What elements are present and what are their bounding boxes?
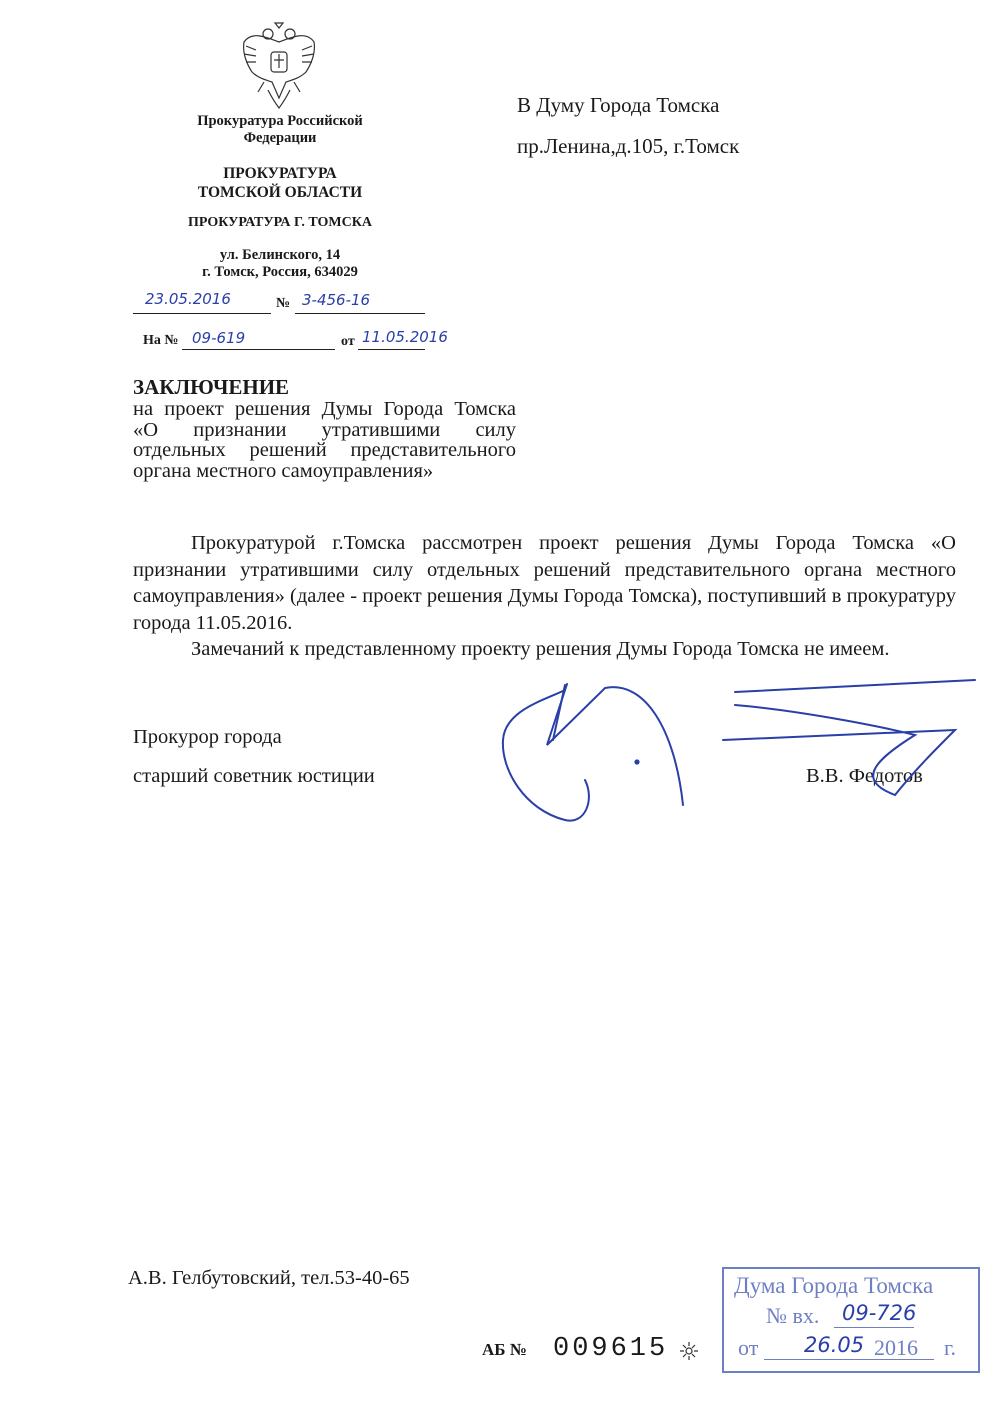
ornament-icon <box>678 1340 700 1362</box>
ref-date: 11.05.2016 <box>362 328 448 346</box>
form-number: 009615 <box>553 1334 669 1364</box>
agency-name: Прокуратура Российской Федерации <box>197 113 363 146</box>
form-label: АБ № <box>482 1340 527 1359</box>
ref-number: 09-619 <box>192 329 246 347</box>
signer-name: В.В. Федотов <box>806 765 923 787</box>
body-paragraph-2: Замечаний к представленному проекту решения Думы Города Томска не имеем. <box>191 638 890 660</box>
recipient-address: пр.Ленина,д.105, г.Томск <box>517 134 740 158</box>
address-city: г. Томск, Россия, 634029 <box>202 264 358 280</box>
stamp-date-label: от <box>738 1335 759 1360</box>
stamp-date-value: 26.05 <box>804 1333 865 1357</box>
coat-of-arms-emblem-icon <box>238 20 320 112</box>
ref-label: На № <box>143 333 179 348</box>
recipient-name: В Думу Города Томска <box>517 93 720 117</box>
registration-stamp <box>722 1267 980 1373</box>
handwritten-signature-icon <box>495 670 985 830</box>
stamp-in-number: 09-726 <box>842 1301 917 1325</box>
signer-rank: старший советник юстиции <box>133 765 375 787</box>
ref-date-label: от <box>341 334 355 349</box>
outgoing-date: 23.05.2016 <box>145 290 231 308</box>
document-subject: на проект решения Думы Города Томска «О признании утратившими силу отдельных решений представительного органа местного самоуправления» <box>133 398 516 482</box>
address-street: ул. Белинского, 14 <box>219 247 341 263</box>
stamp-year: 2016 <box>874 1335 918 1360</box>
stamp-in-label: № вх. <box>766 1303 820 1328</box>
region-line1: ПРОКУРАТУРА <box>223 165 337 182</box>
executor-info: А.В. Гелбутовский, тел.53-40-65 <box>128 1267 410 1289</box>
stamp-suffix: г. <box>944 1335 957 1360</box>
stamp-title: Дума Города Томска <box>734 1273 934 1298</box>
document-heading: ЗАКЛЮЧЕНИЕ <box>133 375 290 399</box>
body-paragraph-1: Прокуратурой г.Томска рассмотрен проект решения Думы Города Томска «О признании утратившими силу отдельных решений представительного органа местного самоуправления» (далее - проект решения Думы Города Томска), поступивший в прокуратуру города 11.05.2016. <box>133 532 956 634</box>
signer-position: Прокурор города <box>133 726 282 748</box>
number-label: № <box>276 296 291 311</box>
city-office: ПРОКУРАТУРА Г. ТОМСКА <box>188 215 372 230</box>
outgoing-number: 3-456-16 <box>302 291 371 309</box>
region-line2: ТОМСКОЙ ОБЛАСТИ <box>197 184 363 201</box>
